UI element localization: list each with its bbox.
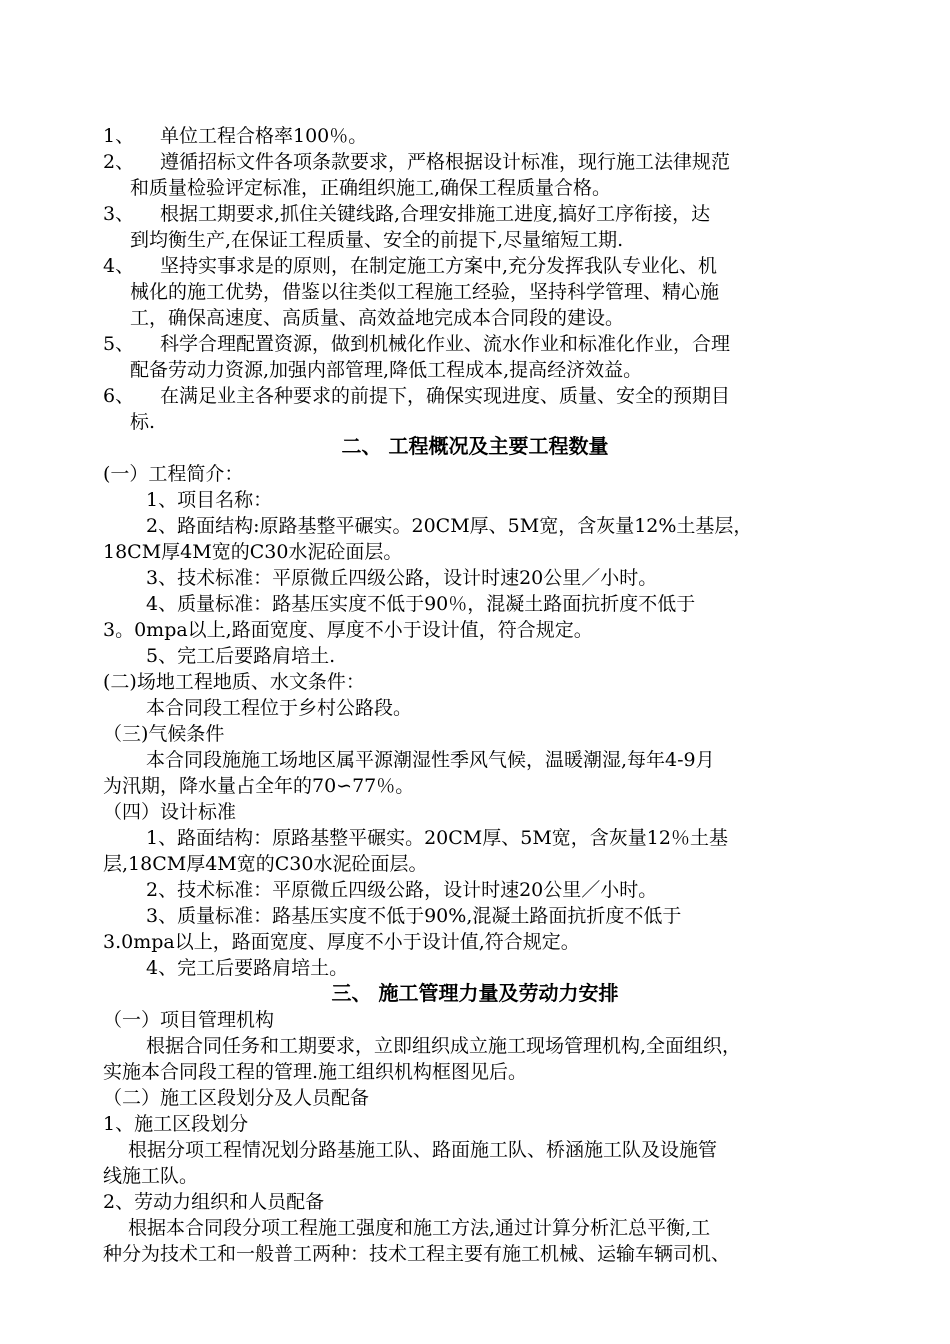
subsection-heading: (一）工程简介： xyxy=(103,463,244,485)
goal-number: 6、 xyxy=(103,385,135,407)
goal-number: 1、 xyxy=(103,125,135,147)
paragraph-line: 本合同段工程位于乡村公路段。 xyxy=(146,697,413,719)
goal-text: 根据工期要求,抓住关键线路,合理安排施工进度,搞好工序衔接，达 xyxy=(160,203,711,225)
paragraph-line: 3.0mpa以上，路面宽度、厚度不小于设计值,符合规定。 xyxy=(103,931,580,953)
goal-number: 4、 xyxy=(103,255,135,277)
paragraph-line: 2、技术标准：平原微丘四级公路，设计时速20公里／小时。 xyxy=(146,879,658,901)
goal-text: 到均衡生产,在保证工程质量、安全的前提下,尽量缩短工期. xyxy=(130,229,624,251)
paragraph-line: 根据本合同段分项工程施工强度和施工方法,通过计算分析汇总平衡,工 xyxy=(128,1217,711,1239)
paragraph-line: 3、技术标准：平原微丘四级公路，设计时速20公里／小时。 xyxy=(146,567,658,589)
paragraph-line: 3、质量标准：路基压实度不低于90%,混凝土路面抗折度不低于 xyxy=(146,905,682,927)
subsection-heading: （一）项目管理机构 xyxy=(103,1009,275,1031)
goal-text: 标. xyxy=(130,411,156,433)
goal-text: 遵循招标文件各项条款要求，严格根据设计标准，现行施工法律规范 xyxy=(160,151,731,173)
subsection-heading: （四）设计标准 xyxy=(103,801,237,823)
goal-number: 5、 xyxy=(103,333,135,355)
subsection-heading: 1、施工区段划分 xyxy=(103,1113,249,1135)
goal-text: 科学合理配置资源，做到机械化作业、流水作业和标准化作业，合理 xyxy=(160,333,731,355)
paragraph-line: 根据分项工程情况划分路基施工队、路面施工队、桥涵施工队及设施管 xyxy=(128,1139,718,1161)
paragraph-line: 根据合同任务和工期要求，立即组织成立施工现场管理机构,全面组织， xyxy=(146,1035,742,1057)
subsection-heading: （二）施工区段划分及人员配备 xyxy=(103,1087,370,1109)
goal-number: 2、 xyxy=(103,151,135,173)
paragraph-line: 4、质量标准：路基压实度不低于90％，混凝土路面抗折度不低于 xyxy=(146,593,696,615)
goal-text: 配备劳动力资源,加强内部管理,降低工程成本,提高经济效益。 xyxy=(130,359,643,381)
paragraph-line: 层,18CM厚4M宽的C30水泥砼面层。 xyxy=(103,853,428,875)
paragraph-line: 实施本合同段工程的管理.施工组织机构框图见后。 xyxy=(103,1061,528,1083)
goal-text: 单位工程合格率100％。 xyxy=(160,125,368,147)
paragraph-line: 18CM厚4M宽的C30水泥砼面层。 xyxy=(103,541,403,563)
section-heading: 二、 工程概况及主要工程数量 xyxy=(341,434,609,458)
goal-text: 和质量检验评定标准，正确组织施工,确保工程质量合格。 xyxy=(130,177,612,199)
section-heading: 三、 施工管理力量及劳动力安排 xyxy=(331,981,619,1005)
paragraph-line: 种分为技术工和一般普工两种：技术工程主要有施工机械、运输车辆司机、 xyxy=(103,1243,731,1265)
goal-number: 3、 xyxy=(103,203,135,225)
subsection-heading: （三)气候条件 xyxy=(103,723,225,745)
paragraph-line: 1、路面结构：原路基整平碾实。20CM厚、5M宽，含灰量12％土基 xyxy=(146,827,728,849)
paragraph-line: 本合同段施施工场地区属平源潮湿性季风气候，温暖潮湿,每年4-9月 xyxy=(146,749,715,771)
subsection-heading: 2、劳动力组织和人员配备 xyxy=(103,1191,325,1213)
paragraph-line: 4、完工后要路肩培土。 xyxy=(146,957,349,979)
goal-text: 工，确保高速度、高质量、高效益地完成本合同段的建设。 xyxy=(130,307,625,329)
goal-text: 在满足业主各种要求的前提下，确保实现进度、质量、安全的预期目 xyxy=(160,385,731,407)
paragraph-line: 2、路面结构:原路基整平碾实。20CM厚、5M宽，含灰量12%土基层， xyxy=(146,515,753,537)
paragraph-line: 为汛期，降水量占全年的70∽77％。 xyxy=(103,775,415,797)
paragraph-line: 1、项目名称： xyxy=(146,489,273,511)
goal-text: 坚持实事求是的原则，在制定施工方案中,充分发挥我队专业化、机 xyxy=(160,255,718,277)
paragraph-line: 3。0mpa以上,路面宽度、厚度不小于设计值，符合规定。 xyxy=(103,619,593,641)
paragraph-line: 5、完工后要路肩培土. xyxy=(146,645,336,667)
goal-text: 械化的施工优势，借鉴以往类似工程施工经验，坚持科学管理、精心施 xyxy=(130,281,720,303)
subsection-heading: (二)场地工程地质、水文条件： xyxy=(103,671,365,693)
paragraph-line: 线施工队。 xyxy=(103,1165,199,1187)
